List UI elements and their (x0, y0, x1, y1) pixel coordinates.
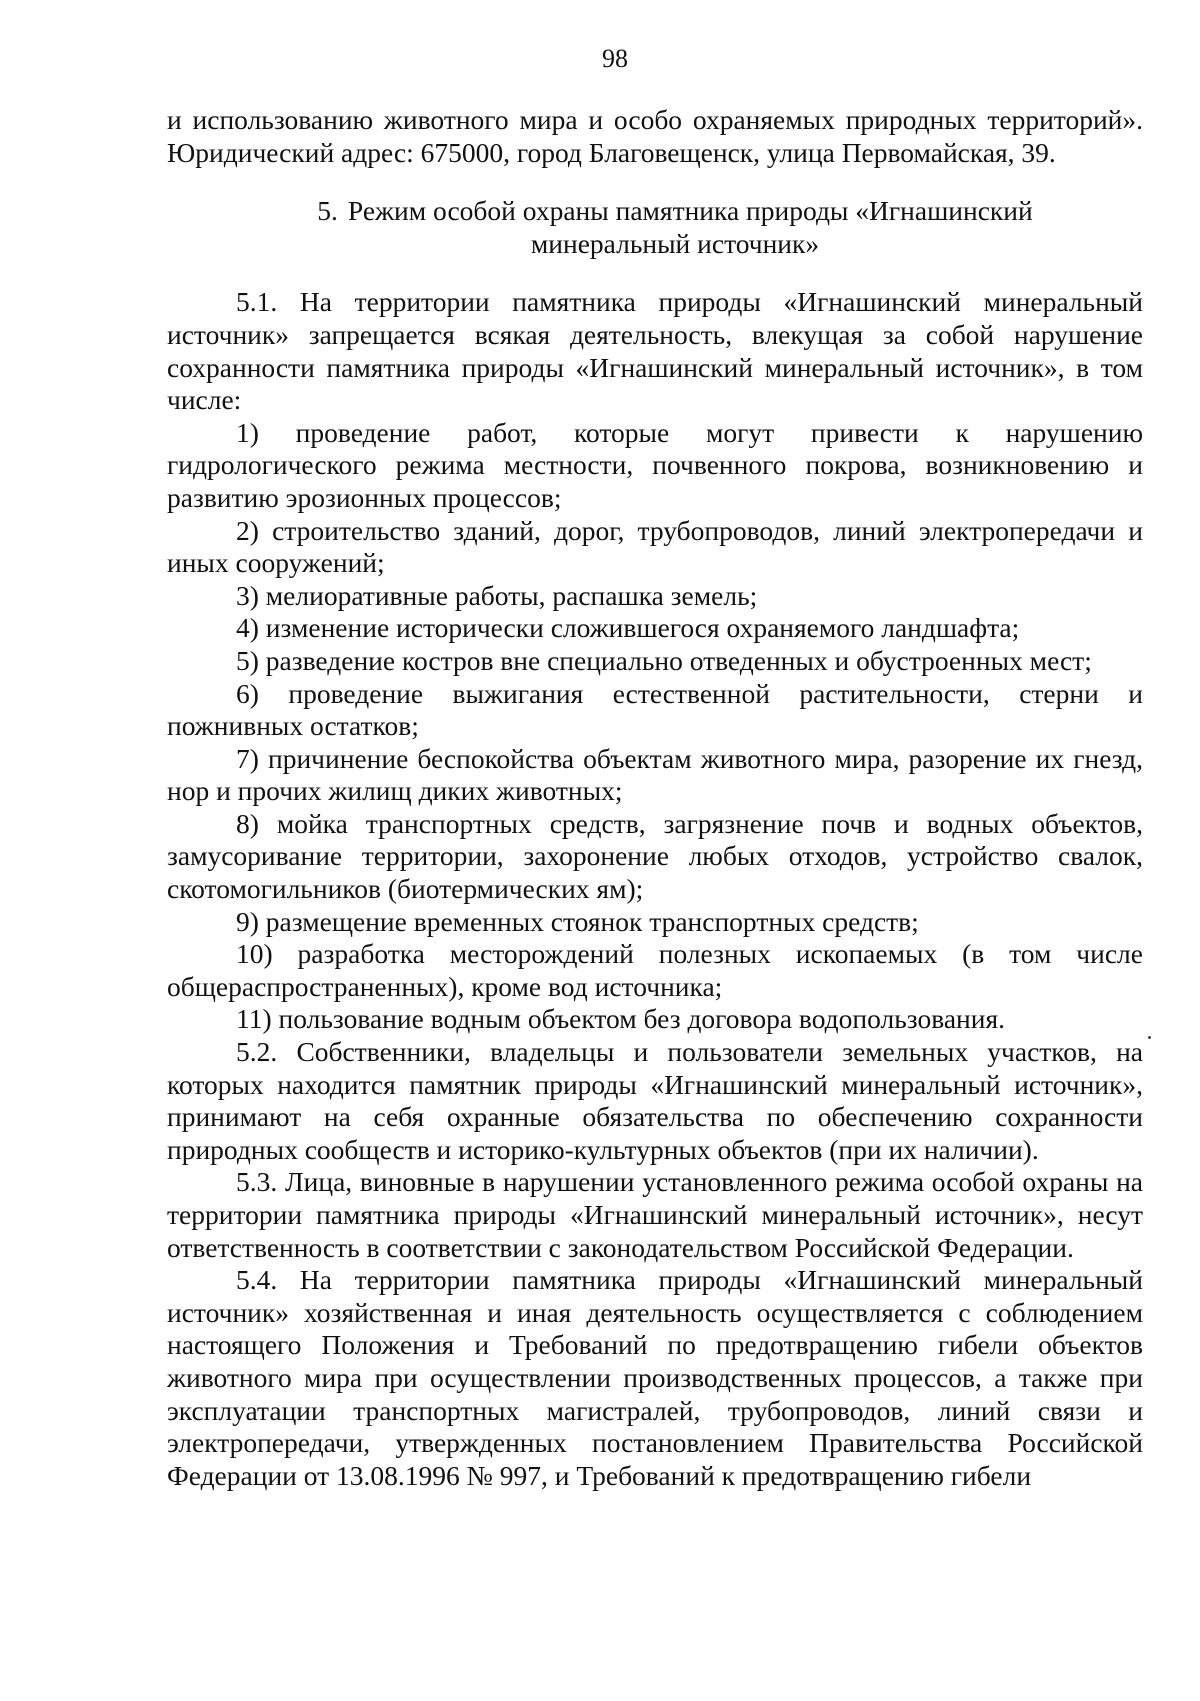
section-heading-line-1 (207, 195, 1143, 228)
scan-speck (1148, 1036, 1151, 1039)
intro-paragraph: и использованию животного мира и особо охраняемых природных территорий». Юридический адрес: 675000, город Благовещенск, улица Первомайская, 39. (167, 104, 1143, 168)
clause-5-2: 5.2. Собственники, владельцы и пользователи земельных участков, на которых находится памятник природы «Игнашинский минеральный источник», принимают на себя охранные обязательства по обеспечению сохранности природных сообществ и историко-культурных объектов (при их наличии). (167, 1036, 1143, 1165)
section-title-line-2: минеральный источник» (530, 227, 820, 259)
list-item: 11) пользование водным объектом без договора водопользования. (236, 1003, 1006, 1035)
list-item: 1) проведение работ, которые могут привести к нарушению гидрологического режима местности, почвенного покрова, возникновению и развитию эрозионных процессов; (167, 416, 1143, 513)
list-item: 4) изменение исторически сложившегося охраняемого ландшафта; (236, 612, 1020, 644)
clause-5-4: 5.4. На территории памятника природы «Игнашинский минеральный источник» хозяйственная и иная деятельность осуществляется с соблюдением настоящего Положения и Требований по предотвращению гибели объектов животного мира при осуществлении производственных процессов, а также при эксплуатации транспортных магистралей, трубопроводов, линий связи и электропередачи, утвержденных постановлением Правительства Российской Федерации от 13.08.1996 № 997, и Требований к предотвращению гибели (167, 1264, 1143, 1491)
list-item: 3) мелиоративные работы, распашка земель; (236, 579, 758, 611)
prohibitions-list (167, 417, 1143, 1036)
section-heading (167, 195, 1143, 260)
list-item: 2) строительство зданий, дорог, трубопроводов, линий электропередачи и иных сооружений; (167, 514, 1143, 579)
section-number: 5. (317, 195, 338, 227)
section-title-line-1: Режим особой охраны памятника природы «Игнашинский (347, 195, 1033, 227)
list-item: 10) разработка месторождений полезных ископаемых (в том числе общераспространенных), кроме вод источника; (167, 938, 1143, 1002)
page-number: 98 (602, 44, 628, 73)
list-item: 8) мойка транспортных средств, загрязнение почв и водных объектов, замусоривание территории, захоронение любых отходов, устройство свалок, скотомогильников (биотермических ям); (167, 807, 1143, 905)
clause-5-3: 5.3. Лица, виновные в нарушении установленного режима особой охраны на территории памятника природы «Игнашинский минеральный источник», несут ответственность в соответствии с законодательством Российской Федерации. (167, 1166, 1143, 1263)
list-item: 9) размещение временных стоянок транспортных средств; (236, 905, 919, 937)
clause-5-1: 5.1. На территории памятника природы «Игнашинский минеральный источник» запрещается всякая деятельность, влекущая за собой нарушение сохранности памятника природы «Игнашинский минеральный источник», в том числе: (167, 286, 1143, 416)
document-body (167, 104, 1143, 1492)
list-item: 5) разведение костров вне специально отведенных и обустроенных мест; (236, 644, 1092, 676)
list-item: 7) причинение беспокойства объектам животного мира, разорение их гнезд, нор и прочих жилищ диких животных; (167, 742, 1143, 807)
list-item: 6) проведение выжигания естественной растительности, стерни и пожнивных остатков; (167, 677, 1143, 742)
